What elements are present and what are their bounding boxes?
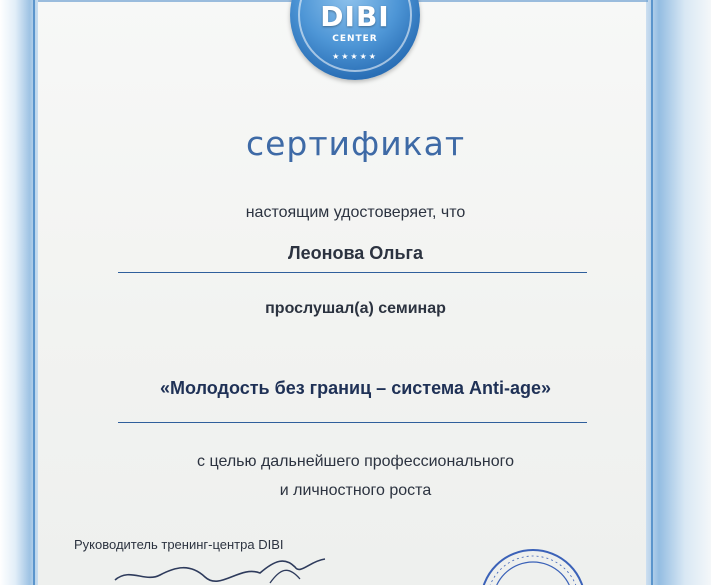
seminar-underline [118, 422, 587, 423]
attended-line: прослушал(а) семинар [265, 300, 446, 317]
recipient-name: Леонова Ольга [287, 243, 424, 263]
purpose-line-2: и личностного роста [279, 482, 432, 499]
logo-stars-icon: ★★★★★ [332, 52, 378, 61]
purpose-line-1: с целью дальнейшего профессионального [197, 453, 514, 470]
round-stamp [478, 547, 588, 585]
handwritten-signature [110, 555, 350, 585]
dibi-center-logo [290, 0, 420, 80]
signature-label: Руководитель тренинг-центра DIBI [74, 537, 284, 552]
recipient-underline [118, 272, 587, 273]
seminar-title: «Молодость без границ – система Anti-age» [160, 378, 551, 398]
certificate-title: сертификат [245, 124, 466, 163]
certifies-line: настоящим удостоверяет, что [245, 204, 466, 221]
logo-subtitle: CENTER [332, 34, 378, 44]
logo-name: DIBI [320, 0, 390, 33]
